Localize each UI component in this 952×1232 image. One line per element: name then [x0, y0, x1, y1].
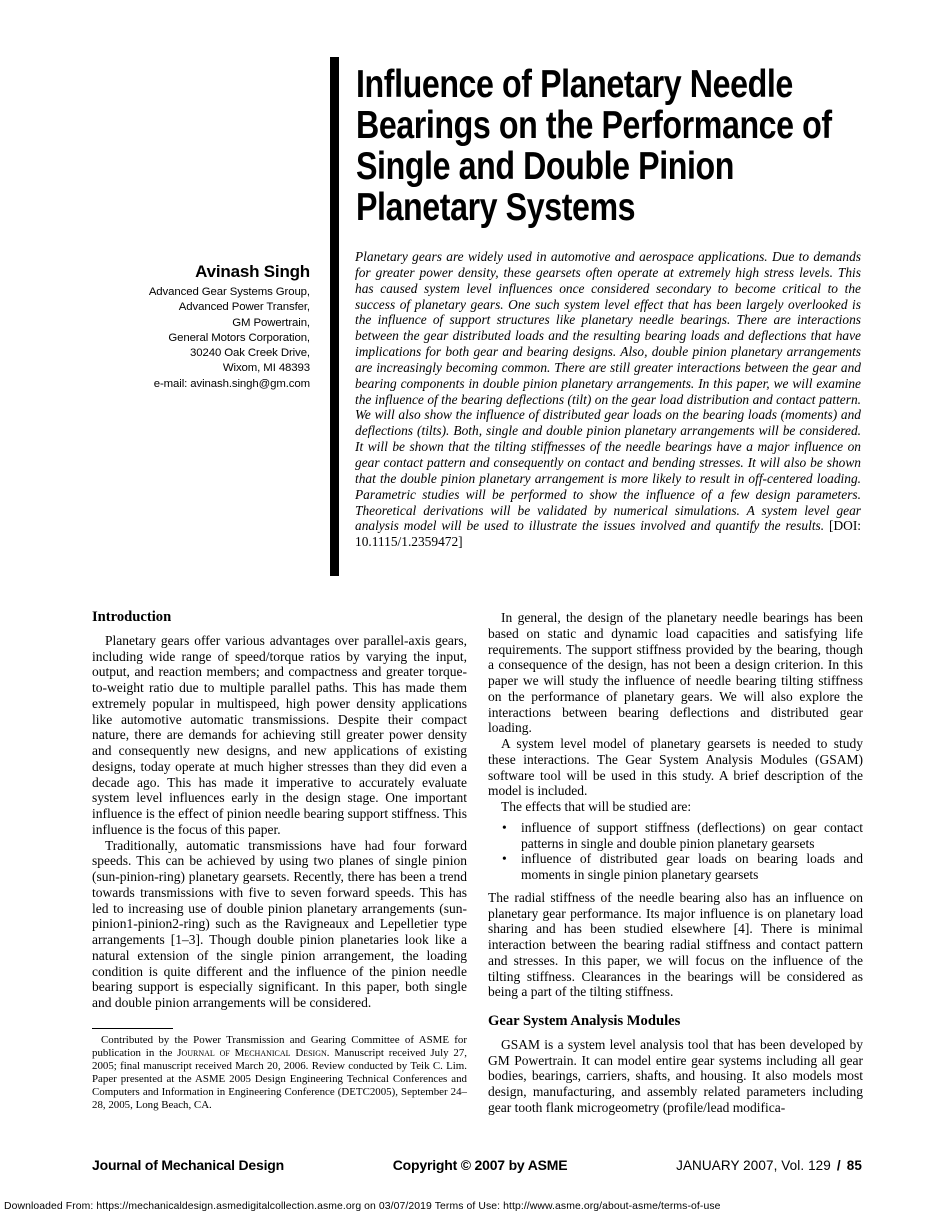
paper-title [356, 64, 868, 228]
list-item [488, 851, 863, 883]
page-number: 85 [846, 1158, 862, 1173]
paper-title-line: Bearings on the Performance of [356, 104, 832, 147]
paper-title-line: Planetary Systems [356, 186, 636, 229]
bullet-icon: • [502, 819, 507, 835]
page-footer [92, 1157, 862, 1173]
body-columns [92, 610, 863, 1116]
footer-separator: / [836, 1158, 841, 1173]
section-heading-introduction: Introduction [92, 609, 172, 625]
effect-item-text: influence of support stiffness (deflections) on gear contact patterns in single and double pinion planetary gearsets [521, 819, 863, 851]
author-block [40, 262, 310, 392]
footnote-rule [92, 1028, 173, 1029]
intro-paragraph-2: Traditionally, automatic transmissions have had four forward speeds. This can be achieved by using two planes of single pinion (sun-pinion-ring) planetary gearsets. Recently, there has been a trend towards transmissions with five to seven forward speeds. This has led to increasing use of double pinion planetary arrangements (sun-pinion1-pinion2-ring) such as the Ravigneaux and Lepelletier type arrangements [1–3]. Though double pinion planetaries look like a natural extension of the single pinion arrangement, the loading condition is quite different and the influence of the pinion needle bearing support is especially significant. In this paper, both single and double pinion arrangements will be considered. [92, 837, 467, 1010]
effect-item-text: influence of distributed gear loads on bearing loads and moments in single pinion planetary gearsets [521, 851, 863, 882]
affiliation-line: Advanced Power Transfer, [178, 301, 310, 314]
intro-paragraph-1: Planetary gears offer various advantages over parallel-axis gears, including wide range of speed/torque ratios by varying the input, output, and reaction members; and compactness and greater torque-to-weight ratio due to multiple parallel paths. This has made them extremely popular in multispeed, high power density applications like automotive automatic transmissions. Despite their compact nature, there are demands for achieving still greater power density and consequently new designs, and new applications of existing designs, today operate at much higher stresses than they did even a decade ago. This has made it imperative to accurately evaluate system level influences early in the design stage. One important influence is the effect of pinion needle bearing support stiffness. This influence is the focus of this paper. [92, 632, 467, 837]
paper-title-line: Influence of Planetary Needle [356, 63, 793, 106]
affiliation-line: 30240 Oak Creek Drive, [190, 347, 310, 360]
doi: [DOI: 10.1115/1.2359472] [355, 518, 861, 550]
affiliation-line: GM Powertrain, [232, 316, 310, 329]
gsam-paragraph-1: GSAM is a system level analysis tool that has been developed by GM Powertrain. It can model entire gear systems including all gear bodies, bearings, carriers, shafts, and housing. It also models most design, manufacturing, and assembly related parameters including gear tooth flank microgeometry (profile/lead modifica- [488, 1036, 863, 1115]
author-email: e-mail: avinash.singh@gm.com [153, 377, 310, 390]
title-accent-bar [330, 57, 339, 576]
abstract-text: Planetary gears are widely used in automotive and aerospace applications. Due to demands for greater power density, these gearsets often operate at extremely high stress levels. This has caused system level influences once considered secondary to become critical to the success of planetary gears. One such system level effect that has been largely overlooked is the influence of support structures like planetary needle bearings. There are interactions between the gear distributed loads and the resulting bearing loads and deflections that have implications for both gear and bearing designs. Also, double pinion planetary arrangements are increasingly becoming common. There are still greater interactions between the gear and bearing components in double pinion planetary arrangements. In this paper, we will examine the influence of the bearing deflections (tilt) on the gear load distribution and contact pattern. We will also show the influence of distributed gear loads on the bearing loads (moments) and deflections (tilts). Both, single and double pinion planetary arrangements will be considered. It will be shown that the tilting stiffnesses of the needle bearings have a major influence on gear contact pattern and consequently on contact and bending stresses. It will also be shown that the double pinion planetary arrangement is more likely to result in off-centered loading. Parametric studies will be performed to show the influence of a few design parameters. Theoretical derivations will be validated by numerical simulations. A system level gear analysis model will be used to illustrate the issues involved and quantify the results. [355, 249, 861, 534]
effects-lead: The effects that will be studied are: [501, 799, 692, 814]
abstract [355, 249, 861, 550]
footnote-pre: Contributed by the Power Transmission and Gearing Committee of ASME for publication in the [92, 1033, 467, 1059]
author-name: Avinash Singh [195, 262, 310, 281]
download-watermark: Downloaded From: https://mechanicaldesign.asmedigitalcollection.asme.org on 03/07/2019 Terms of Use: http://www.asme.org/about-asme/terms-of-use [4, 1201, 721, 1212]
footnote-post: . Manuscript received July 27, 2005; final manuscript received March 20, 2006. Review conducted by Teik C. Lim. Paper presented at the ASME 2005 Design Engineering Technical Conferences and Computers and Information in Engineering Conference (DETC2005), September 24–28, 2005, Long Beach, CA. [92, 1046, 467, 1112]
paper-title-line: Single and Double Pinion [356, 145, 734, 188]
footer-copyright: Copyright © 2007 by ASME [392, 1157, 568, 1173]
section-heading-gsam: Gear System Analysis Modules [488, 1013, 681, 1029]
right-paragraph-1: In general, the design of the planetary needle bearings has been based on static and dynamic load capacities and satisfying life requirements. The support stiffness provided by the bearing, though a consequence of the design, has not been a design criterion. In this paper we will study the influence of needle bearing tilting stiffness on the performance of planetary gears. We will also explore the interactions between bearing deflections and distributed gear loading. [488, 610, 863, 736]
left-column [92, 610, 467, 1116]
affiliation-line: General Motors Corporation, [168, 331, 310, 344]
affiliation-line: Advanced Gear Systems Group, [148, 286, 310, 298]
author-affiliation [40, 285, 310, 392]
footnote-block [92, 1028, 467, 1113]
right-paragraph-2: A system level model of planetary gearsets is needed to study these interactions. The Gear System Analysis Modules (GSAM) software tool will be used in this study. A brief description of the model is included. [488, 736, 863, 799]
list-item [488, 820, 863, 852]
bullet-icon: • [502, 851, 507, 867]
right-paragraph-3: The radial stiffness of the needle bearing also has an influence on planetary gear performance. Its major influence is on planetary load sharing and has been studied elsewhere [4]. There is minimal interaction between the bearing radial stiffness and contact pattern and stresses. In this paper, we will focus on the influence of the tilting stiffness. Clearances in the bearings will be considered as being a part of the tilting stiffness. [488, 889, 863, 1000]
footer-issue-text: JANUARY 2007, Vol. 129 [676, 1158, 831, 1173]
footnote-text [92, 1034, 467, 1113]
footer-journal-title: Journal of Mechanical Design [92, 1157, 284, 1173]
footnote-journal-name: Journal of Mechanical Design [177, 1046, 327, 1059]
footer-issue-info [676, 1158, 862, 1173]
effects-list [488, 820, 863, 883]
affiliation-line: Wixom, MI 48393 [222, 362, 310, 375]
right-column [488, 610, 863, 1116]
